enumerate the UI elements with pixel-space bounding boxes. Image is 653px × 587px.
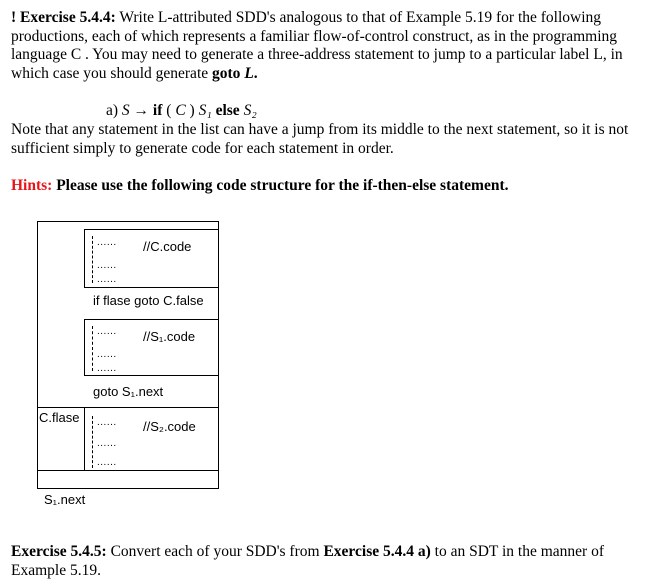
c-flase-label: C.flase: [39, 410, 80, 425]
exercise-5-4-5-heading: Exercise 5.4.5:: [11, 543, 107, 560]
exercise-5-4-5-text-b: to an SDT in the manner of Example 5.19.: [11, 543, 604, 579]
c-code-dots-1: ......: [97, 237, 117, 248]
c-code-dots-3: ......: [97, 274, 117, 285]
note-paragraph: Note that any statement in the list can have a jump from its middle to the next statement, so it is not sufficient simply to generate code for each statement in order.: [11, 121, 629, 157]
s2-code-comment: //S₂.code: [143, 419, 196, 434]
hints-line: [11, 177, 641, 196]
s2-code-dashed-line: [92, 416, 93, 468]
exercise-5-4-4-heading: ! Exercise 5.4.4:: [11, 9, 116, 26]
goto-s1-next-statement: goto S₁.next: [93, 384, 164, 399]
production-s1: S₁: [198, 102, 212, 119]
hints-text: Please use the following code structure for the if-then-else statement.: [52, 177, 509, 194]
exercise-5-4-5-text-a: Convert each of your SDD's from: [106, 543, 324, 560]
s1-code-dots-3: ......: [97, 363, 117, 374]
production-lhs: S: [121, 102, 130, 119]
goto-keyword: goto: [212, 64, 241, 82]
production-marker: a): [106, 102, 119, 119]
hints-label: Hints:: [11, 177, 53, 194]
goto-period: .: [253, 64, 258, 82]
s1-code-dashed-line: [92, 326, 93, 371]
close-paren: ): [189, 102, 195, 119]
c-code-dots-2: ......: [97, 260, 117, 271]
exercise-5-4-5-paragraph: [11, 543, 641, 580]
production-a: [106, 102, 406, 121]
production-condition: C: [175, 102, 186, 119]
s2-code-dots-3: ......: [97, 457, 117, 468]
keyword-if: if: [152, 102, 163, 119]
if-false-goto-statement: if flase goto C.false: [93, 293, 204, 308]
s1-next-label: S₁.next: [44, 492, 86, 507]
s1-code-dots-1: ......: [97, 326, 117, 337]
s2-code-dots-2: ......: [97, 438, 117, 449]
s1-code-dots-2: ......: [97, 349, 117, 360]
production-arrow: →: [133, 102, 150, 119]
production-s2: S₂: [243, 102, 257, 119]
open-paren: (: [166, 102, 172, 119]
s2-code-dots-1: ......: [97, 417, 117, 428]
exercise-5-4-4-paragraph: [11, 9, 641, 83]
c-code-dashed-line: [92, 236, 93, 283]
goto-label-l: L: [244, 64, 254, 82]
exercise-5-4-4-text: Write L-attributed SDD's analogous to that of Example 5.19 for the following productions, each of which represents a familiar flow-of-control construct, as in the programming language C . You may need to generate a three-address statement to jump to a particular label L, in which case you should generate: [11, 9, 623, 82]
exercise-5-4-5-ref: Exercise 5.4.4 a): [323, 543, 431, 560]
c-code-comment: //C.code: [143, 239, 192, 254]
s1-code-comment: //S₁.code: [143, 329, 196, 344]
keyword-else: else: [215, 102, 240, 119]
